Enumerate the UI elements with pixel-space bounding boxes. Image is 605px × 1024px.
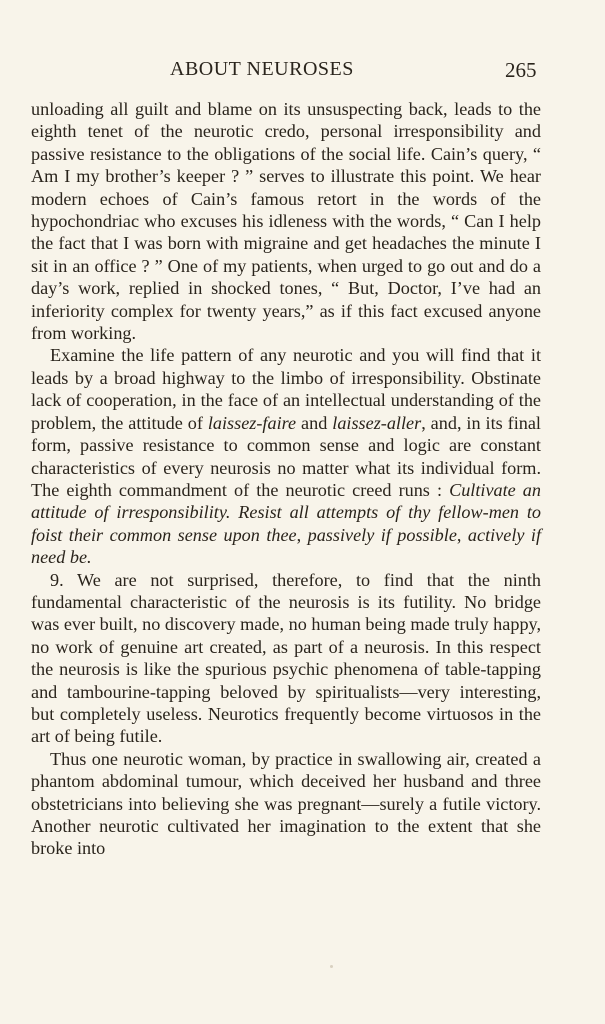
- italic-term: laissez-faire: [207, 412, 297, 433]
- italic-term: laissez-aller: [332, 412, 422, 433]
- text-run: ,: [296, 524, 308, 545]
- page-header: [0, 58, 605, 88]
- commandment-text: passively if possible: [307, 524, 457, 545]
- commandment-text: Cultivate an attitude of irresponsibility. Resist all attempts of thy fellow-men to foist their common sense upon thee: [31, 479, 541, 545]
- body-text: [31, 98, 541, 860]
- paragraph-example: Thus one neurotic woman, by practice in swallowing air, created a phantom abdominal tumour, which deceived her husband and three obstetricians into believing she was pregnant—surely a futile victory. Another neurotic cultivated her imagination to the extent that she broke into: [31, 748, 541, 859]
- paper-speck: [330, 965, 333, 968]
- paragraph-futility: 9. We are not surprised, therefore, to find that the ninth fundamental characteristic of the neurosis is its futility. No bridge was ever built, no discovery made, no human being made truly happy, no work of genuine art created, as part of a neurosis. In this respect the neurosis is like the spurious psychic phenomena of table-tapping and tambourine-tapping beloved by spiritualists—very interesting, but completely useless. Neurotics frequently become virtuosos in the art of being futile.: [31, 569, 541, 747]
- text-run: and: [296, 412, 333, 433]
- commandment-text: actively if need be.: [31, 524, 542, 568]
- text-run: ,: [456, 524, 468, 545]
- paragraph-irresponsibility: [31, 344, 541, 568]
- text-run: Examine the life pattern of any neurotic and you will find that it leads by a broad highway to the limbo of irresponsibility. Obstinate lack of cooperation, in the face of an intellectual understanding of the problem, the attitude of: [31, 345, 541, 433]
- text-run: , and, in its final form, passive resistance to common sense and logic are constant characteristics of every neurosis no matter what its individual form. The eighth commandment of the neurotic creed runs :: [31, 412, 541, 500]
- running-head: ABOUT NEUROSES: [170, 58, 354, 80]
- paragraph-continuation: unloading all guilt and blame on its unsuspecting back, leads to the eighth tenet of the neurotic credo, personal irresponsibility and passive resistance to the obligations of the social life. Cain’s query, “ Am I my brother’s keeper ? ” serves to illustrate this point. We hear modern echoes of Cain’s famous retort in the words of the hypochondriac who excuses his idleness with the words, “ Can I help the fact that I was born with migraine and get headaches the minute I sit in an office ? ” One of my patients, when urged to go out and do a day’s work, replied in shocked tones, “ But, Doctor, I’ve had an inferiority complex for twenty years,” as if this fact excused anyone from working.: [31, 99, 541, 344]
- page-number: 265: [505, 58, 537, 82]
